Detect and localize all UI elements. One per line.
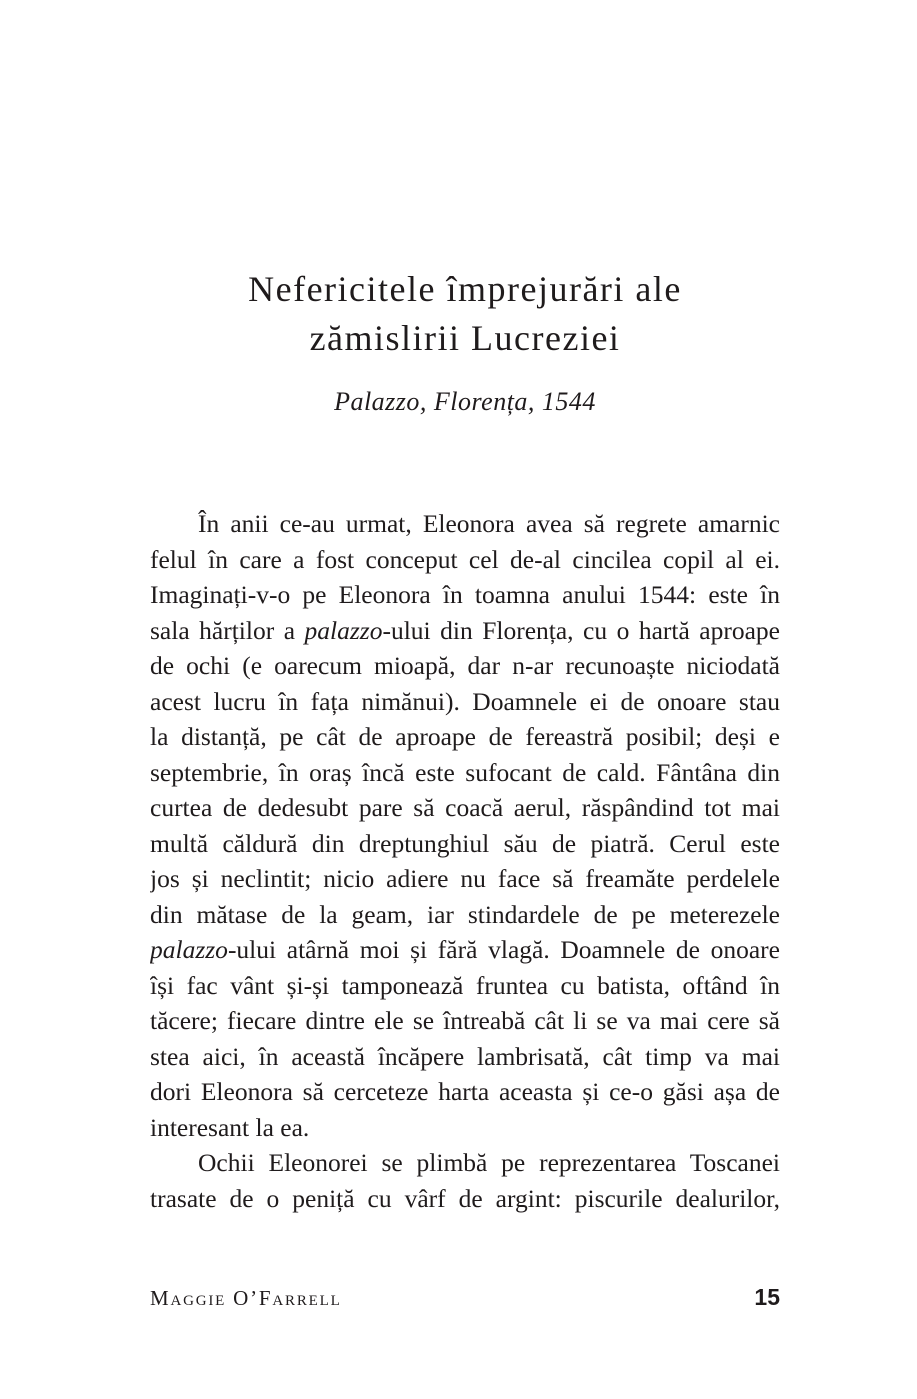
text-segment: jos și neclintit; nicio adiere nu face să freamăte perdelele	[150, 864, 780, 893]
body-line	[150, 968, 780, 1004]
body-text	[150, 506, 780, 1216]
text-segment: interesant la ea.	[150, 1112, 310, 1142]
body-line	[150, 932, 780, 968]
page-footer	[150, 1284, 780, 1311]
text-segment: În anii ce-au urmat, Eleonora avea să regrete amarnic	[198, 509, 780, 538]
body-line	[150, 755, 780, 791]
text-segment: sala hărților a	[150, 615, 305, 645]
text-segment: -ului din Florența, cu o hartă aproape	[382, 615, 780, 645]
body-line	[150, 790, 780, 826]
text-segment: trasate de o peniță cu vârf de argint: piscurile dealurilor,	[150, 1183, 780, 1213]
text-segment: -ului atârnă moi și fără vlagă. Doamnele de onoare	[227, 935, 780, 964]
body-line	[150, 1181, 780, 1217]
chapter-title-line2: zămislirii Lucreziei	[309, 318, 621, 358]
chapter-subtitle: Palazzo, Florența, 1544	[334, 387, 596, 416]
body-line	[150, 1110, 780, 1146]
body-line	[150, 861, 780, 897]
body-line	[150, 1003, 780, 1039]
body-line	[150, 1074, 780, 1110]
text-segment: felul în care a fost conceput cel de-al cincilea copil al ei.	[150, 544, 780, 574]
text-segment: septembrie, în oraș încă este sufocant de cald. Fântâna din	[150, 757, 780, 787]
body-line	[150, 542, 780, 578]
body-line	[150, 719, 780, 755]
body-line	[150, 648, 780, 684]
body-line	[150, 577, 780, 613]
italic-term: palazzo	[150, 935, 228, 964]
body-line	[150, 506, 780, 542]
chapter-title-line1: Nefericitele împrejurări ale	[248, 269, 682, 309]
text-segment: din mătase de la geam, iar stindardele de pe meterezele	[150, 899, 780, 929]
text-segment: curtea de dedesubt pare să coacă aerul, răspândind tot mai	[150, 793, 780, 822]
text-segment: Imaginați-v-o pe Eleonora în toamna anului 1544: este în	[150, 580, 780, 609]
text-segment: își fac vânt și-și tamponează fruntea cu batista, oftând în	[150, 970, 780, 1000]
text-segment: Ochii Eleonorei se plimbă pe reprezentarea Toscanei	[198, 1148, 780, 1177]
paragraph	[150, 506, 780, 1145]
text-segment: la distanță, pe cât de aproape de fereastră posibil; deși e	[150, 722, 780, 751]
body-line	[150, 1145, 780, 1181]
text-segment: stea aici, în această încăpere lambrisată, cât timp va mai	[150, 1041, 780, 1071]
italic-term: palazzo	[304, 615, 383, 645]
text-segment: de ochi (e oarecum mioapă, dar n-ar recunoaște niciodată	[150, 651, 780, 680]
page-number: 15	[754, 1284, 780, 1310]
text-segment: acest lucru în fața nimănui). Doamnele ei de onoare stau	[150, 686, 780, 716]
running-footer-author: Maggie O’Farrell	[150, 1286, 342, 1310]
body-line	[150, 684, 780, 720]
body-line	[150, 897, 780, 933]
body-line	[150, 613, 780, 649]
text-segment: multă căldură din dreptunghiul său de piatră. Cerul este	[150, 828, 780, 858]
body-line	[150, 1039, 780, 1075]
text-segment: tăcere; fiecare dintre ele se întreabă cât li se va mai cere să	[150, 1006, 780, 1035]
paragraph	[150, 1145, 780, 1216]
chapter-title	[150, 265, 780, 363]
text-segment: dori Eleonora să cerceteze harta aceasta și ce-o găsi așa de	[150, 1077, 780, 1106]
body-line	[150, 826, 780, 862]
